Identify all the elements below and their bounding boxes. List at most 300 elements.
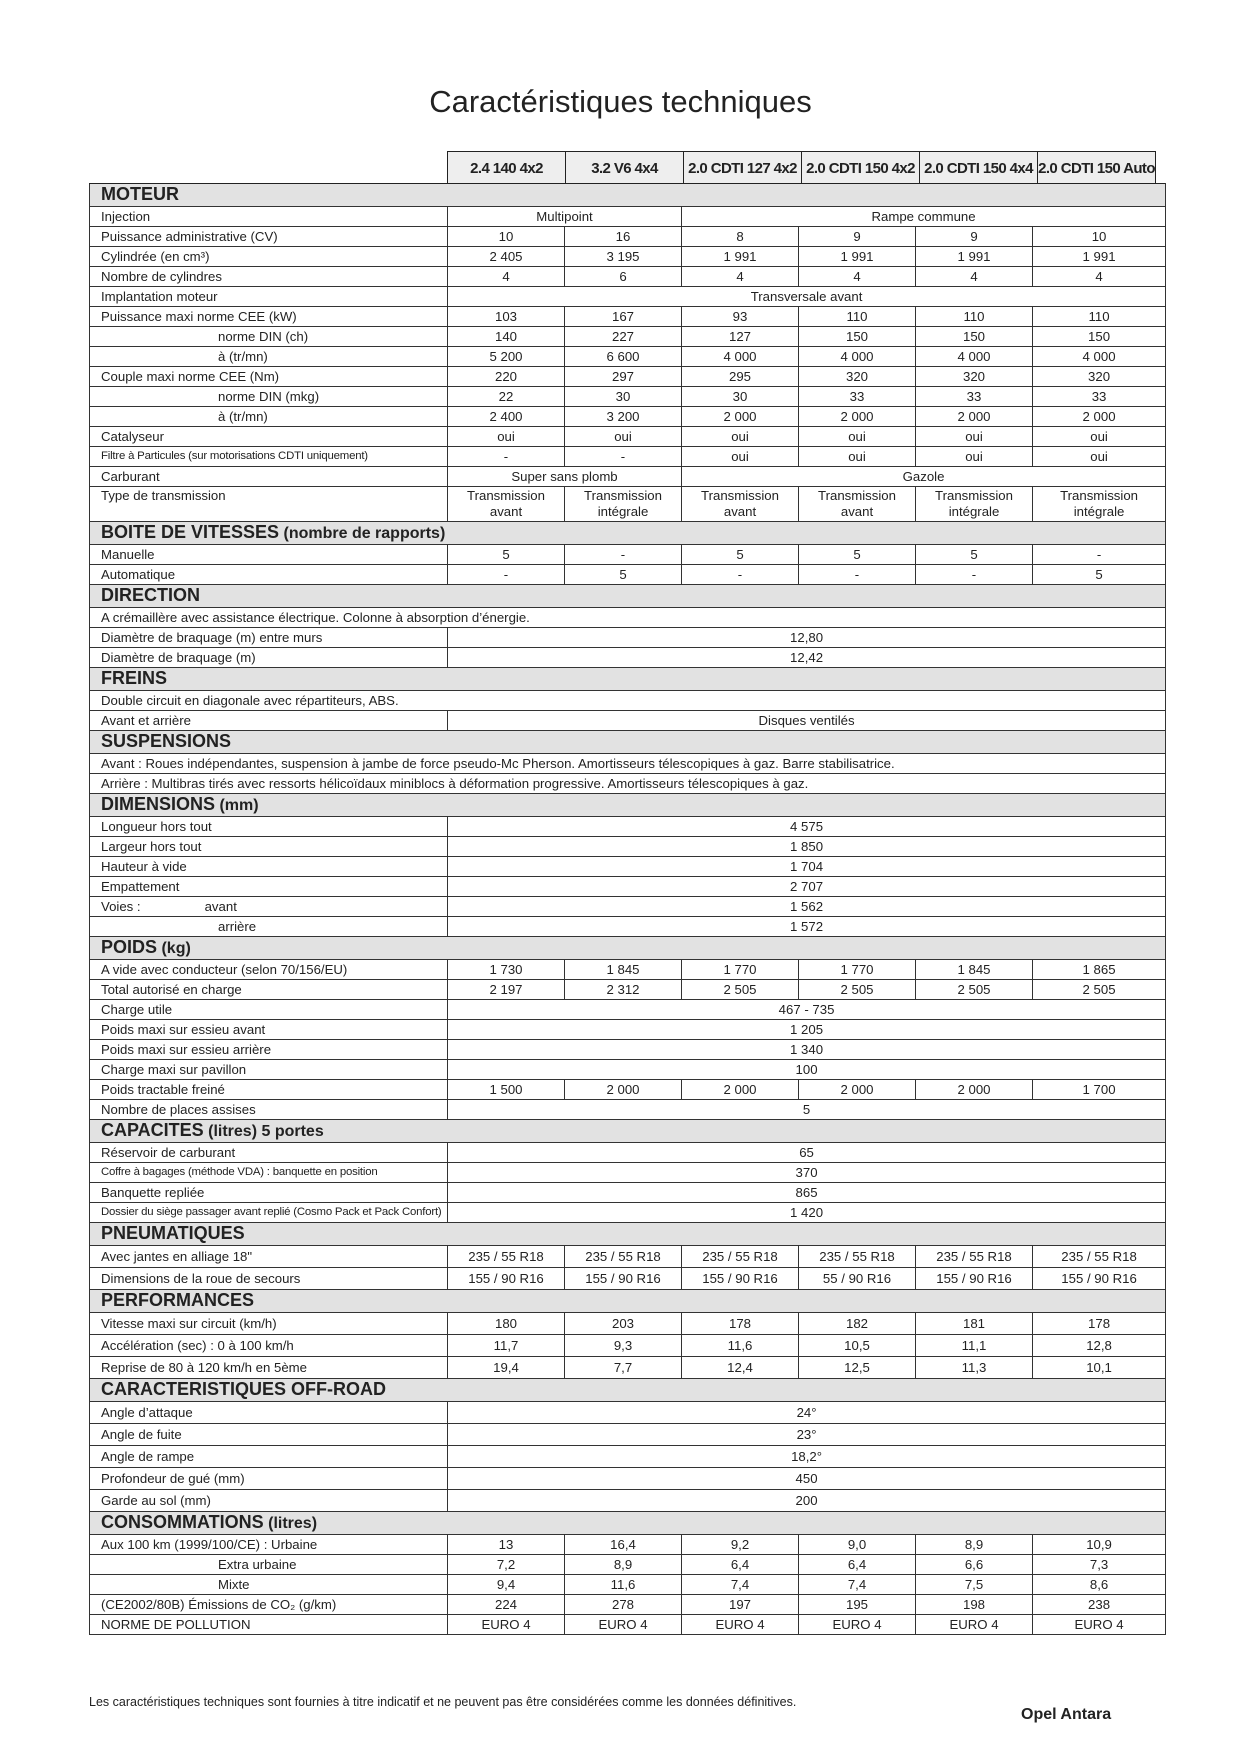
value-cell: 4 [799,267,916,287]
value-cell: 1 991 [799,247,916,267]
value-cell: 2 000 [916,407,1033,427]
model-header-cell: 2.0 CDTI 150 4x4 [920,152,1038,185]
value-cell: 235 / 55 R18 [565,1246,682,1268]
value-cell: 1 845 [916,960,1033,980]
value-cell: 1 845 [565,960,682,980]
value-cell: 16 [565,227,682,247]
section-title-text: BOITE DE VITESSES [101,522,280,542]
section-title [90,184,1166,207]
value-cell: 9,2 [682,1535,799,1555]
value-cell: 178 [682,1313,799,1335]
table-row [90,227,1166,247]
value-cell: 865 [448,1183,1166,1203]
value-cell: 12,5 [799,1357,916,1379]
row-label-text: Puissance maxi norme CEE (kW) [101,309,297,324]
section-title [90,585,1166,608]
value-cell: 6,4 [799,1555,916,1575]
row-label [90,1468,448,1490]
table-row [90,628,1166,648]
table-row [90,1203,1166,1223]
row-label-sub: avant [204,899,237,914]
row-label-text: Nombre de cylindres [101,269,222,284]
value-cell: 1 704 [448,857,1166,877]
table-row [90,1080,1166,1100]
row-label-text: Dimensions de la roue de secours [101,1271,301,1286]
table-row [90,545,1166,565]
row-label [90,467,448,487]
table-row [90,1000,1166,1020]
row-label [90,1163,448,1183]
row-label [90,1000,448,1020]
value-cell: 33 [916,387,1033,407]
value-cell: oui [799,447,916,467]
row-label [90,837,448,857]
table-row [90,407,1166,427]
value-cell: 2 000 [1033,407,1166,427]
row-label [90,917,448,937]
value-cell: Disques ventilés [448,711,1166,731]
row-label-text: Poids maxi sur essieu avant [101,1022,266,1037]
row-label-text: Longueur hors tout [101,819,212,834]
row-label [90,897,448,917]
value-cell: 155 / 90 R16 [448,1268,565,1290]
row-label-text: Catalyseur [101,429,165,444]
value-cell: 2 505 [916,980,1033,1000]
value-cell: 3 195 [565,247,682,267]
value-cell: 178 [1033,1313,1166,1335]
value-cell: 320 [1033,367,1166,387]
row-label-text: Accélération (sec) : 0 à 100 km/h [101,1338,294,1353]
table-row [90,774,1166,794]
value-cell: 1 562 [448,897,1166,917]
row-label [90,817,448,837]
row-label [90,754,1166,774]
value-cell: 4 [916,267,1033,287]
value-cell: oui [682,427,799,447]
row-label [90,447,448,467]
row-label-text: Avant : Roues indépendantes, suspension à jambe de force pseudo-Mc Pherson. Amortisseurs télescopiques à gaz. Barre stabilisatrice. [101,756,895,771]
value-cell: 11,3 [916,1357,1033,1379]
value-cell: 103 [448,307,565,327]
row-label-text: Nombre de places assises [101,1102,256,1117]
row-label-text: Diamètre de braquage (m) [101,650,256,665]
value-cell: 370 [448,1163,1166,1183]
value-cell: 5 200 [448,347,565,367]
value-cell: 1 770 [799,960,916,980]
section-subtitle: (litres) [263,1515,318,1532]
section-header-row [90,184,1166,207]
row-label-text: Puissance administrative (CV) [101,229,278,244]
row-label [90,1060,448,1080]
table-row [90,1555,1166,1575]
row-label-text: Carburant [101,469,160,484]
row-label [90,1575,448,1595]
value-cell: 110 [1033,307,1166,327]
value-cell: 235 / 55 R18 [1033,1246,1166,1268]
row-label-text: à (tr/mn) [218,349,268,364]
value-cell: 10 [448,227,565,247]
row-label [90,1203,448,1223]
table-row [90,980,1166,1000]
row-label-text: norme DIN (mkg) [218,389,320,404]
value-cell: 203 [565,1313,682,1335]
table-row [90,247,1166,267]
table-row [90,1357,1166,1379]
row-label [90,1080,448,1100]
section-title [90,1290,1166,1313]
value-cell: 4 000 [1033,347,1166,367]
row-label-text: Extra urbaine [218,1557,297,1572]
row-label-text: Vitesse maxi sur circuit (km/h) [101,1316,277,1331]
section-title-text: DIMENSIONS [101,794,216,814]
row-label-text: Type de transmission [101,488,226,503]
value-cell: 7,3 [1033,1555,1166,1575]
row-label-text: Avant et arrière [101,713,191,728]
row-label [90,227,448,247]
value-cell: 2 400 [448,407,565,427]
value-cell: 1 500 [448,1080,565,1100]
row-label-text: Charge maxi sur pavillon [101,1062,247,1077]
row-label [90,1446,448,1468]
value-cell: - [565,545,682,565]
table-row [90,487,1166,522]
table-row [90,1468,1166,1490]
row-label [90,1595,448,1615]
value-cell: - [799,565,916,585]
table-row [90,1268,1166,1290]
brand-name: Opel Antara [1021,1706,1112,1723]
value-cell: 9 [799,227,916,247]
table-row [90,1402,1166,1424]
table-row [90,267,1166,287]
value-cell: Multipoint [448,207,682,227]
value-cell: 8,6 [1033,1575,1166,1595]
table-row [90,467,1166,487]
section-subtitle: (nombre de rapports) [279,525,446,542]
table-row [90,1446,1166,1468]
table-row [90,1100,1166,1120]
value-cell: 1 420 [448,1203,1166,1223]
table-row [90,427,1166,447]
model-header-cell: 2.0 CDTI 150 4x2 [802,152,920,185]
value-cell: 467 - 735 [448,1000,1166,1020]
row-label-text: Poids tractable freiné [101,1082,225,1097]
row-label [90,487,448,522]
row-label-text: Empattement [101,879,180,894]
row-label-text: Angle de fuite [101,1427,182,1442]
value-cell: 4 000 [682,347,799,367]
section-title-text: PERFORMANCES [101,1290,255,1310]
row-label [90,327,448,347]
value-cell: 235 / 55 R18 [448,1246,565,1268]
row-label-text: Aux 100 km (1999/100/CE) : Urbaine [101,1537,318,1552]
value-cell: 5 [448,1100,1166,1120]
section-title-text: CONSOMMATIONS [101,1512,264,1532]
model-header-cell: 2.0 CDTI 150 Auto [1038,152,1156,185]
value-cell: 4 [448,267,565,287]
value-cell: 320 [916,367,1033,387]
section-title [90,522,1166,545]
value-cell: 93 [682,307,799,327]
table-row [90,817,1166,837]
page-title: Caractéristiques techniques [429,84,812,119]
value-cell: 5 [916,545,1033,565]
value-cell: 11,7 [448,1335,565,1357]
section-title [90,1512,1166,1535]
value-cell: 18,2° [448,1446,1166,1468]
value-cell: 9,0 [799,1535,916,1555]
value-cell: 23° [448,1424,1166,1446]
table-row [90,1143,1166,1163]
table-row [90,367,1166,387]
table-row [90,857,1166,877]
value-cell: 2 505 [682,980,799,1000]
table-row [90,1595,1166,1615]
value-cell: 1 730 [448,960,565,980]
row-label-text: Diamètre de braquage (m) entre murs [101,630,323,645]
table-row [90,447,1166,467]
value-cell: 11,6 [565,1575,682,1595]
table-row [90,917,1166,937]
value-cell: 24° [448,1402,1166,1424]
value-cell: EURO 4 [799,1615,916,1635]
value-cell: 65 [448,1143,1166,1163]
value-cell: 10,9 [1033,1535,1166,1555]
row-label [90,1313,448,1335]
value-cell: 5 [799,545,916,565]
row-label-text: NORME DE POLLUTION [101,1617,251,1632]
value-cell: 140 [448,327,565,347]
row-label-text: Banquette repliée [101,1185,205,1200]
table-row [90,754,1166,774]
value-cell: oui [682,447,799,467]
value-cell: 150 [1033,327,1166,347]
section-header-row [90,522,1166,545]
value-cell: 1 700 [1033,1080,1166,1100]
section-subtitle: (kg) [157,940,191,957]
section-header-row [90,668,1166,691]
row-label-text: Réservoir de carburant [101,1145,236,1160]
value-cell: Transmission intégrale [916,487,1033,522]
value-cell: 55 / 90 R16 [799,1268,916,1290]
value-cell: 13 [448,1535,565,1555]
section-header-row [90,1120,1166,1143]
row-label [90,565,448,585]
section-title [90,731,1166,754]
row-label [90,1615,448,1635]
model-header [447,151,1156,185]
value-cell: oui [916,427,1033,447]
section-header-row [90,794,1166,817]
value-cell: Super sans plomb [448,467,682,487]
table-row [90,1615,1166,1635]
row-label-text: Mixte [218,1577,250,1592]
value-cell: - [916,565,1033,585]
row-label-text: Hauteur à vide [101,859,187,874]
value-cell: 2 000 [916,1080,1033,1100]
table-row [90,960,1166,980]
value-cell: 7,7 [565,1357,682,1379]
section-title [90,1120,1166,1143]
value-cell: 227 [565,327,682,347]
model-header-cell: 3.2 V6 4x4 [566,152,684,185]
value-cell: 8 [682,227,799,247]
table-row [90,1335,1166,1357]
row-label-text: Reprise de 80 à 120 km/h en 5ème [101,1360,307,1375]
section-header-row [90,1290,1166,1313]
spec-table [89,183,1166,1635]
table-row [90,387,1166,407]
table-row [90,1313,1166,1335]
row-label [90,1490,448,1512]
value-cell: 7,4 [682,1575,799,1595]
value-cell: 4 [682,267,799,287]
value-cell: 6 600 [565,347,682,367]
section-header-row [90,585,1166,608]
value-cell: Transversale avant [448,287,1166,307]
row-label [90,307,448,327]
value-cell: 6,4 [682,1555,799,1575]
value-cell: 182 [799,1313,916,1335]
value-cell: Rampe commune [682,207,1166,227]
section-title-text: DIRECTION [101,585,200,605]
value-cell: 7,4 [799,1575,916,1595]
value-cell: 167 [565,307,682,327]
table-row [90,1246,1166,1268]
value-cell: 33 [799,387,916,407]
value-cell: 3 200 [565,407,682,427]
row-label [90,691,1166,711]
value-cell: 235 / 55 R18 [682,1246,799,1268]
section-header-row [90,1379,1166,1402]
row-label [90,1143,448,1163]
value-cell: 2 312 [565,980,682,1000]
row-label [90,628,448,648]
value-cell: 11,1 [916,1335,1033,1357]
value-cell: 1 205 [448,1020,1166,1040]
row-label [90,545,448,565]
value-cell: 33 [1033,387,1166,407]
value-cell: 181 [916,1313,1033,1335]
table-row [90,648,1166,668]
section-subtitle: (litres) 5 portes [203,1123,324,1140]
value-cell: 5 [448,545,565,565]
table-row [90,207,1166,227]
row-label-text: Implantation moteur [101,289,218,304]
row-label [90,1268,448,1290]
value-cell: - [448,447,565,467]
row-label [90,1535,448,1555]
value-cell: 297 [565,367,682,387]
row-label [90,1100,448,1120]
value-cell: 11,6 [682,1335,799,1357]
row-label [90,1246,448,1268]
section-subtitle: (mm) [215,797,259,814]
value-cell: 150 [799,327,916,347]
row-label-text: A crémaillère avec assistance électrique. Colonne à absorption d’énergie. [101,610,530,625]
row-label-text: Total autorisé en charge [101,982,242,997]
value-cell: 8,9 [565,1555,682,1575]
table-row [90,608,1166,628]
row-label [90,207,448,227]
section-title [90,937,1166,960]
row-label-text: Charge utile [101,1002,173,1017]
row-label [90,648,448,668]
row-label [90,960,448,980]
value-cell: Transmission avant [682,487,799,522]
row-label-text: Double circuit en diagonale avec répartiteurs, ABS. [101,693,399,708]
section-title-text: POIDS [101,937,158,957]
model-header-cell: 2.0 CDTI 127 4x2 [684,152,802,185]
row-label [90,1402,448,1424]
row-label [90,407,448,427]
row-label [90,247,448,267]
value-cell: 9 [916,227,1033,247]
row-label [90,1424,448,1446]
row-label-text: Angle de rampe [101,1449,195,1464]
row-label-text: Largeur hors tout [101,839,202,854]
value-cell: 320 [799,367,916,387]
value-cell: 450 [448,1468,1166,1490]
value-cell: 155 / 90 R16 [1033,1268,1166,1290]
row-label-text: Couple maxi norme CEE (Nm) [101,369,280,384]
value-cell: Gazole [682,467,1166,487]
row-label [90,1555,448,1575]
table-row [90,1020,1166,1040]
value-cell: 5 [1033,565,1166,585]
value-cell: 5 [682,545,799,565]
value-cell: 30 [565,387,682,407]
value-cell: 198 [916,1595,1033,1615]
value-cell: 10 [1033,227,1166,247]
table-row [90,897,1166,917]
section-header-row [90,1223,1166,1246]
row-label-text: norme DIN (ch) [218,329,309,344]
value-cell: 2 197 [448,980,565,1000]
value-cell: Transmission intégrale [1033,487,1166,522]
value-cell: 127 [682,327,799,347]
value-cell: 220 [448,367,565,387]
row-label [90,1040,448,1060]
value-cell: 1 850 [448,837,1166,857]
value-cell: 2 000 [799,407,916,427]
section-title [90,668,1166,691]
value-cell: 4 000 [799,347,916,367]
value-cell: 9,3 [565,1335,682,1357]
row-label-text: Filtre à Particules (sur motorisations CDTI uniquement) [101,450,368,462]
value-cell: 100 [448,1060,1166,1080]
value-cell: 16,4 [565,1535,682,1555]
row-label-text: Coffre à bagages (méthode VDA) : banquette en position [101,1166,378,1178]
value-cell: 2 000 [799,1080,916,1100]
row-label [90,1335,448,1357]
value-cell: 180 [448,1313,565,1335]
row-label [90,980,448,1000]
row-label-text: Injection [101,209,151,224]
row-label [90,267,448,287]
value-cell: 1 572 [448,917,1166,937]
value-cell: 5 [565,565,682,585]
value-cell: 1 340 [448,1040,1166,1060]
row-label [90,857,448,877]
table-row [90,1060,1166,1080]
value-cell: 110 [799,307,916,327]
value-cell: 155 / 90 R16 [682,1268,799,1290]
table-row [90,1163,1166,1183]
value-cell: 1 991 [682,247,799,267]
row-label-text: Manuelle [101,547,155,562]
row-label [90,1183,448,1203]
